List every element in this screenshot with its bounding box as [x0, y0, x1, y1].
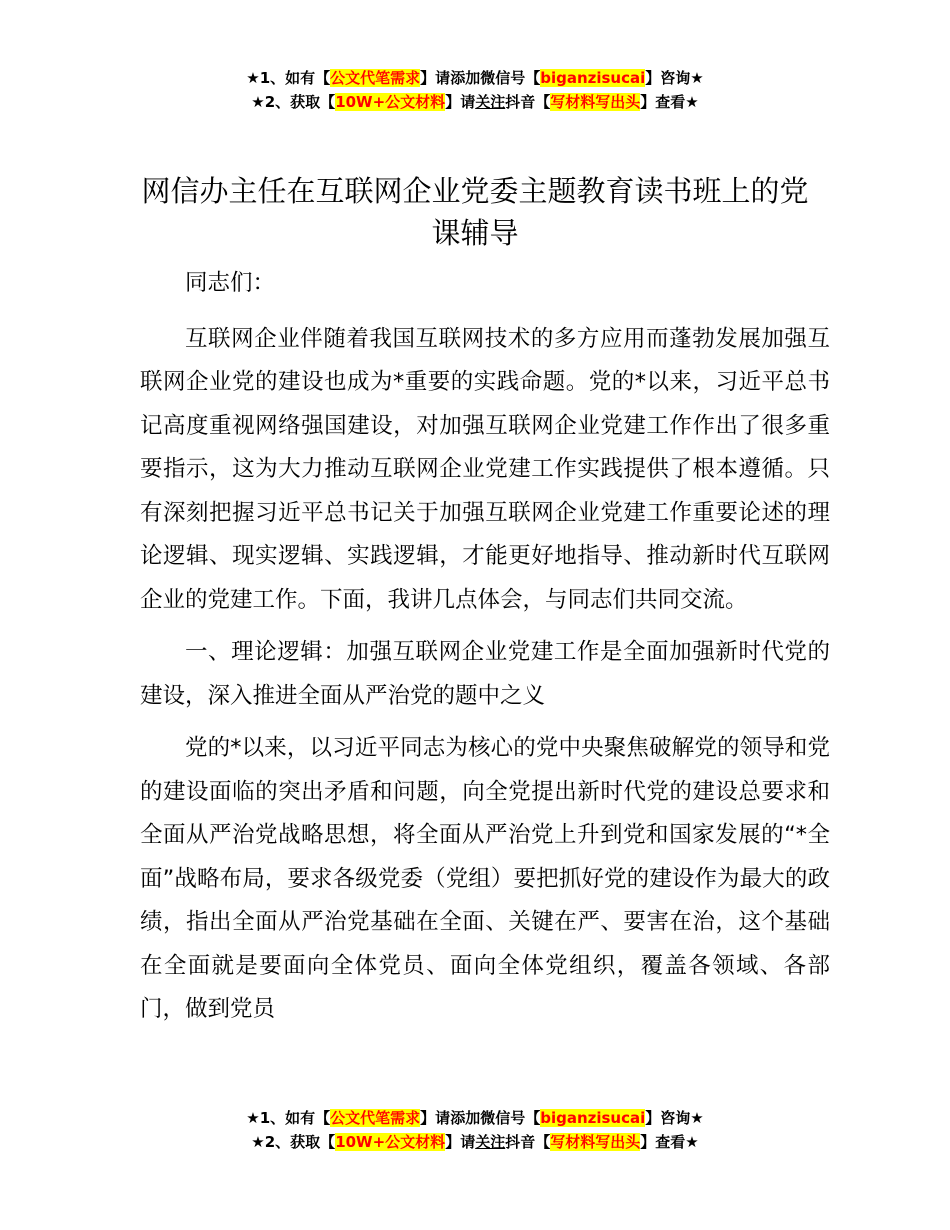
banner-text: ★1、如有【	[246, 1109, 331, 1127]
banner-text: 】请	[420, 69, 451, 87]
section-heading: 一、理论逻辑：加强互联网企业党建工作是全面加强新时代党的建设，深入推进全面从严治党的题中之义	[140, 639, 830, 709]
document-body	[140, 262, 830, 1041]
banner-highlight: 写材料写出头	[550, 93, 641, 111]
banner-highlight: biganzisucai	[540, 1109, 646, 1127]
banner-line-2	[0, 90, 950, 114]
banner-highlight: 公文代笔需求	[330, 69, 421, 87]
banner-underlined-text: 关注	[475, 93, 506, 111]
footer-banner	[0, 1106, 950, 1154]
banner-text: 】查看★	[640, 93, 699, 111]
banner-text: 微信号【	[480, 69, 541, 87]
document-title: 网信办主任在互联网企业党委主题教育读书班上的党课辅导	[141, 174, 809, 250]
banner-text: 】请	[445, 93, 476, 111]
banner-text: ★2、获取【	[251, 1133, 336, 1151]
banner-text: 抖音【	[505, 1133, 551, 1151]
banner-line-1	[0, 66, 950, 90]
banner-text: ★1、如有【	[246, 69, 331, 87]
banner-highlight: 10W+公文材料	[335, 1133, 446, 1151]
paragraph: 党的*以来，以习近平同志为核心的党中央聚焦破解党的领导和党的建设面临的突出矛盾和问题，向全党提出新时代党的建设总要求和全面从严治党战略思想，将全面从严治党上升到党和国家发展的“*全面”战略布局，要求各级党委（党组）要把抓好党的建设作为最大的政绩，指出全面从严治党基础在全面、关键在严、要害在治，这个基础在全面就是要面向全体党员、面向全体党组织，覆盖各领域、各部门，做到党员	[140, 735, 830, 1022]
banner-text: 】请	[420, 1109, 451, 1127]
banner-text: 】咨询★	[645, 69, 704, 87]
banner-text: 添加	[450, 69, 481, 87]
banner-text: 】请	[445, 1133, 476, 1151]
banner-underlined-text: 关注	[475, 1133, 506, 1151]
banner-text: 微信号【	[480, 1109, 541, 1127]
banner-text: 添加	[450, 1109, 481, 1127]
banner-text: 】查看★	[640, 1133, 699, 1151]
banner-highlight: biganzisucai	[540, 69, 646, 87]
header-banner	[0, 66, 950, 114]
banner-line-2	[0, 1130, 950, 1154]
banner-line-1	[0, 1106, 950, 1130]
banner-text: 抖音【	[505, 93, 551, 111]
banner-text: ★2、获取【	[251, 93, 336, 111]
banner-highlight: 10W+公文材料	[335, 93, 446, 111]
banner-highlight: 公文代笔需求	[330, 1109, 421, 1127]
banner-highlight: 写材料写出头	[550, 1133, 641, 1151]
paragraph: 互联网企业伴随着我国互联网技术的多方应用而蓬勃发展加强互联网企业党的建设也成为*重要的实践命题。党的*以来，习近平总书记高度重视网络强国建设，对加强互联网企业党建工作作出了很多重要指示，这为大力推动互联网企业党建工作实践提供了根本遵循。只有深刻把握习近平总书记关于加强互联网企业党建工作重要论述的理论逻辑、现实逻辑、实践逻辑，才能更好地指导、推动新时代互联网企业的党建工作。下面，我讲几点体会，与同志们共同交流。	[140, 325, 830, 613]
salutation: 同志们：	[185, 270, 276, 296]
banner-text: 】咨询★	[645, 1109, 704, 1127]
